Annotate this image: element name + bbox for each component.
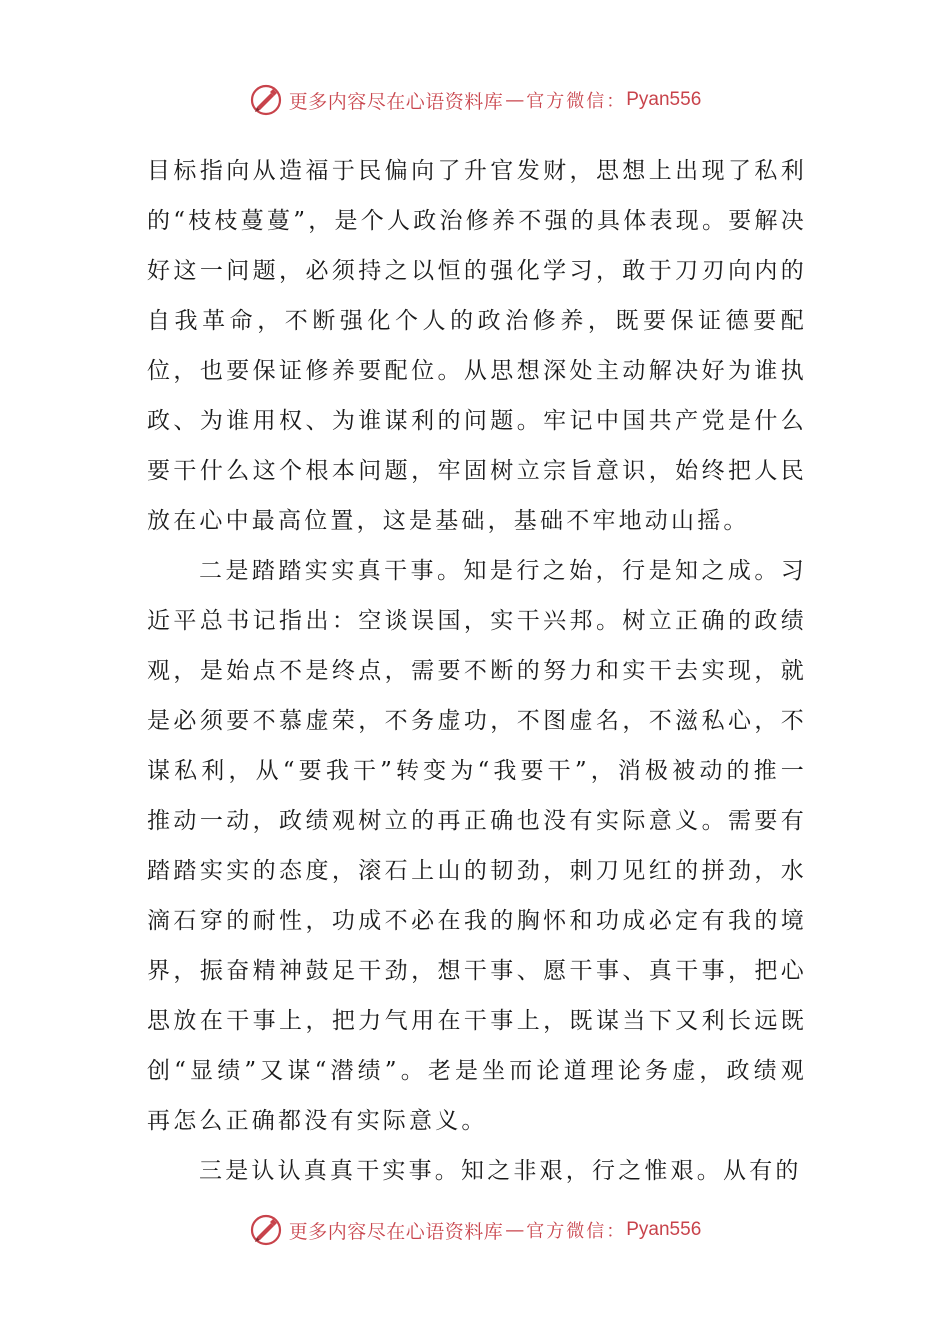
footer-wechat-label: 官方微信： (526, 1221, 627, 1242)
pen-circle-logo-icon (249, 83, 283, 117)
paragraph-3: 三是认认真真干实事。知之非艰，行之惟艰。从有的 (199, 1158, 802, 1184)
header-separator: — (505, 89, 525, 111)
header-brand: 更多内容尽在心语资料库 (288, 90, 504, 113)
footer-brand: 更多内容尽在心语资料库 (288, 1220, 504, 1243)
paragraph-2: 二是踏踏实实真干事。知是行之始，行是知之成。习近平总书记指出：空谈误国，实干兴邦。树立正确的政绩观，是始点不是终点，需要不断的努力和实干去实现，就是必须要不慕虚荣，不务虚功，不图虚名，不滋私心，不谋私利，从“要我干”转变为“我要干”，消极被动的推一推动一动，政绩观树立的再正确也没有实际意义。需要有踏踏实实的态度，滚石上山的韧劲，刺刀见红的拼劲，水滴石穿的耐性，功成不必在我的胸怀和功成必定有我的境界，振奋精神鼓足干劲，想干事、愿干事、真干事，把心思放在干事上，把力气用在干事上，既谋当下又利长远既创“显绩”又谋“潜绩”。老是坐而论道理论务虚，政绩观再怎么正确都没有实际意义。 (147, 558, 807, 1134)
document-body (147, 146, 807, 1196)
pen-circle-logo-icon (249, 1213, 283, 1247)
header-wechat-id: Pyan556 (626, 89, 702, 110)
footer-banner (0, 1210, 950, 1250)
paragraph-1: 目标指向从造福于民偏向了升官发财，思想上出现了私利的“枝枝蔓蔓”，是个人政治修养不强的具体表现。要解决好这一问题，必须持之以恒的强化学习，敢于刀刃向内的自我革命，不断强化个人的政治修养，既要保证德要配位，也要保证修养要配位。从思想深处主动解决好为谁执政、为谁用权、为谁谋利的问题。牢记中国共产党是什么要干什么这个根本问题，牢固树立宗旨意识，始终把人民放在心中最高位置，这是基础，基础不牢地动山摇。 (147, 158, 807, 534)
footer-separator: — (505, 1219, 525, 1241)
footer-wechat-id: Pyan556 (626, 1219, 702, 1240)
header-wechat-label: 官方微信： (526, 91, 627, 112)
header-banner (0, 80, 950, 120)
